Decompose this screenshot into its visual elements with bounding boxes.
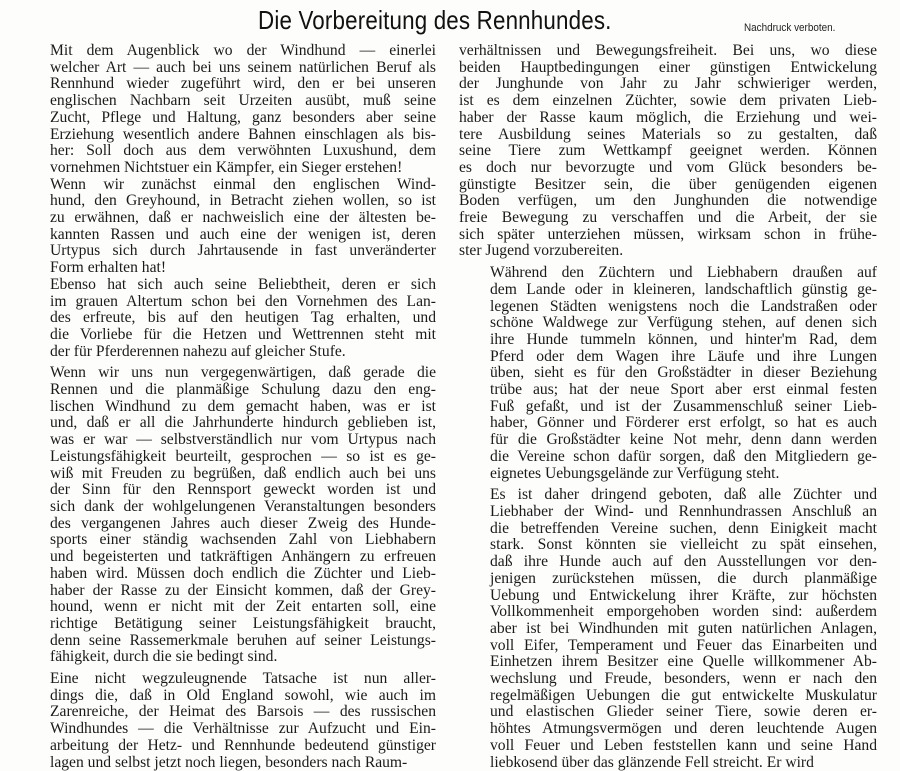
text-line: Liebhaber der Wind- und Rennhundrassen Anschluß an [490,502,877,520]
text-line: Eine nicht wegzuleugnende Tatsache ist nun aller- [50,670,436,688]
text-line: der Junghunde von Jahr zu Jahr schwieriger werden, [459,75,877,93]
text-line: und begeisterten und tatkräftigen Anhängern zu erfreuen [50,548,436,566]
paragraph [19,177,436,277]
article-title: Die Vorbereitung des Rennhundes. [258,5,612,35]
text-line: es doch nur bevorzugte und vom Glück besonders be- [459,158,877,176]
text-line: aber ist bei Windhunden mit guten natürlichen Anlagen, [490,619,877,637]
text-line: Boden verfügen, um den Junghunden die notwendige [459,192,877,210]
paragraph [459,265,877,482]
text-line: Erziehung wesentlich andere Bahnen einschlagen als bis- [50,125,436,143]
text-line: Einhetzen ihrem Besitzer eine Quelle willkommener Ab- [490,653,877,671]
text-line: Zarenreiche, der Heimat des Barsois — des russischen [50,703,436,721]
text-line: des erfreute, bis auf den heutigen Tag erhalten, und [50,309,436,327]
text-line: lischen Windhund zu dem gemacht haben, was er ist [50,397,436,415]
text-line: fähigkeit, durch die sie bedingt sind. [50,648,278,666]
text-line: voll Feuer und Leben feststellen kann und seine Hand [490,736,877,754]
text-line: verhältnissen und Bewegungsfreiheit. Bei uns, wo diese [459,42,877,59]
text-line: englischen Nachbarn seit Urzeiten ausübt, muß seine [50,92,436,110]
text-line: im grauen Altertum schon bei den Vornehmen des Lan- [50,292,436,310]
text-line: legenen Städten wenigstens noch die Landstraßen oder [490,297,877,315]
text-line: des vergangenen Jahres auch dieser Zweig des Hunde- [50,514,436,532]
text-line: ihre Hunde tummeln können, und hinter'm Rad, dem [490,330,877,348]
text-line: der für Pferderennen nahezu auf gleicher Stufe. [50,342,346,360]
text-line: lagen und selbst jetzt noch liegen, besonders nach Raum- [50,753,408,771]
text-line: Uebung und Entwickelung ihrer Kräfte, zur höchsten [490,586,877,604]
text-line: her: Soll doch aus dem verwöhnten Luxushund, dem [50,142,436,160]
text-line: schöne Waldwege zur Verfügung stehen, auf denen sich [490,314,877,332]
text-line: kannten Rassen und auch eine der wenigen ist, deren [50,225,436,243]
text-line: Wenn wir uns nun vergegenwärtigen, daß gerade die [50,364,436,382]
text-line: seine Tiere zum Wettkampf geeignet werden. Können [459,142,877,160]
text-line: voll Eifer, Temperament und Feuer das Einarbeiten und [490,636,877,654]
text-line: Wenn wir zunächst einmal den englischen Wind- [50,175,436,193]
text-line: liebkosend über das glänzende Fell streicht. Er wird [490,753,814,771]
text-line: Mit dem Augenblick wo der Windhund — einerlei [50,42,436,59]
text-line: daß ihre Hunde auch auf den Ausstellungen vor den- [490,553,877,571]
text-line: Form erhalten hat! [50,259,167,277]
paragraph [459,487,877,771]
text-line: und, daß er all die Jahrhunderte hindurch geblieben ist, [50,414,436,432]
text-line: dem Lande oder in kleineren, landschaftlich günstig ge- [490,280,877,298]
text-line: Rennen und die planmäßige Schulung dazu den eng- [50,381,436,399]
text-line: Pferd oder dem Wagen ihre Läufe und ihre Lungen [490,347,877,365]
paragraph [19,671,436,771]
text-line: haber der Rasse zu der Einsicht kommen, daß der Grey- [50,581,436,599]
text-line: die Vorliebe für die Hetzen und Wettrennen steht mit [50,325,436,343]
text-line: haben wird. Müssen doch endlich die Züchter und Lieb- [50,564,436,582]
text-line: arbeitung der Hetz- und Rennhunde bedeutend günstiger [50,736,436,754]
reprint-notice: Nachdruck verboten. [744,22,836,34]
text-line: tere Ausbildung seines Materials so zu gestalten, daß [459,125,877,143]
text-line: trübe aus; hat der neue Sport aber erst einmal festen [490,381,877,399]
text-line: die betreffenden Vereine suchen, denn Einigkeit macht [490,519,877,537]
text-line: der Sinn für den Rennsport geweckt worden ist und [50,481,436,499]
text-line: hund, den Greyhound, in Betracht ziehen wollen, so ist [50,192,436,210]
text-line: Vollkommenheit emporgehoben worden sind: außerdem [490,603,877,621]
text-line: Während den Züchtern und Liebhabern draußen auf [490,264,877,282]
text-line: dings die, daß in Old England sowohl, wie auch im [50,686,436,704]
text-line: Zucht, Pflege und Haltung, ganz besonders aber seine [50,108,436,126]
text-line: sich dank der wohlgelungenen Veranstaltungen besonders [50,497,436,515]
text-line: zu erwähnen, daß er nachweislich eine der ältesten be- [50,209,436,227]
text-line: Rennhund wieder zugeführt wird, den er bei unseren [50,75,436,93]
text-line: die Vereine schon dafür sorgen, daß den Mitgliedern ge- [490,447,877,465]
text-line: stark. Sonst könnten sie vielleicht zu spät einsehen, [490,536,877,554]
text-line: ist es dem einzelnen Züchter, sowie dem privaten Lieb- [459,92,877,110]
text-line: wechslung und Freude, besonders, wenn er nach den [490,670,877,688]
text-line: jenigen zurückstehen müssen, die durch planmäßige [490,569,877,587]
text-line: vornehmen Nichtstuer ein Kämpfer, ein Sieger erstehen! [50,158,403,176]
text-line: denn seine Rassemerkmale beruhen auf seiner Leistungs- [50,631,436,649]
text-line: Fuß gefaßt, und ist der Zusammenschluß seiner Lieb- [490,397,877,415]
text-line: und elastischen Glieder seiner Tiere, sowie deren er- [490,703,877,721]
text-line: höhtes Atmungsvermögen und deren leuchtende Augen [490,720,877,738]
text-line: für die Großstädter keine Not mehr, denn dann werden [490,431,877,449]
text-line: sports einer ständig wachsenden Zahl von Liebhabern [50,531,436,549]
right-column [459,43,877,771]
text-line: Ebenso hat sich auch seine Beliebtheit, deren er sich [50,275,436,293]
text-line: beiden Hauptbedingungen einer günstigen Entwickelung [459,58,877,76]
text-line: was er war — selbstverständlich nur vom Urtypus nach [50,431,436,449]
text-line: hound, wenn er nicht mit der Zeit entarten soll, eine [50,598,436,616]
text-line: welcher Art — auch bei uns seinem natürlichen Beruf als [50,58,436,76]
paragraph [19,365,436,666]
text-line: freie Bewegung zu verschaffen und die Arbeit, der sie [459,209,877,227]
text-line: eignetes Uebungsgelände zur Verfügung steht. [490,464,780,482]
text-line: haber, Gönner und Förderer erst erfolgt, so hat es auch [490,414,877,432]
text-line: Es ist daher dringend geboten, daß alle Züchter und [490,486,877,504]
paragraph [19,277,436,361]
text-line: Leistungsfähigkeit beurteilt, gesprochen — so ist es ge- [50,447,436,465]
paragraph [459,43,877,260]
text-line: haber der Rasse kaum möglich, die Erziehung und wei- [459,108,877,126]
text-line: regelmäßigen Uebungen die gut entwickelte Muskulatur [490,686,877,704]
paragraph [19,43,436,177]
text-line: richtige Betätigung seiner Leistungsfähigkeit braucht, [50,614,436,632]
text-line: üben, sieht es für den Großstädter in dieser Beziehung [490,364,877,382]
left-column [19,43,436,771]
text-line: ster Jugend vorzubereiten. [459,242,624,260]
text-line: sich später unterziehen müssen, wirksam schon in frühe- [459,225,877,243]
text-line: wiß mit Freuden zu begrüßen, daß endlich auch bei uns [50,464,436,482]
text-line: Urtypus sich durch Jahrtausende in fast unveränderter [50,242,436,260]
text-line: Windhundes — die Verhältnisse zur Aufzucht und Ein- [50,720,436,738]
text-line: günstigte Besitzer sein, die über genügenden eigenen [459,175,877,193]
